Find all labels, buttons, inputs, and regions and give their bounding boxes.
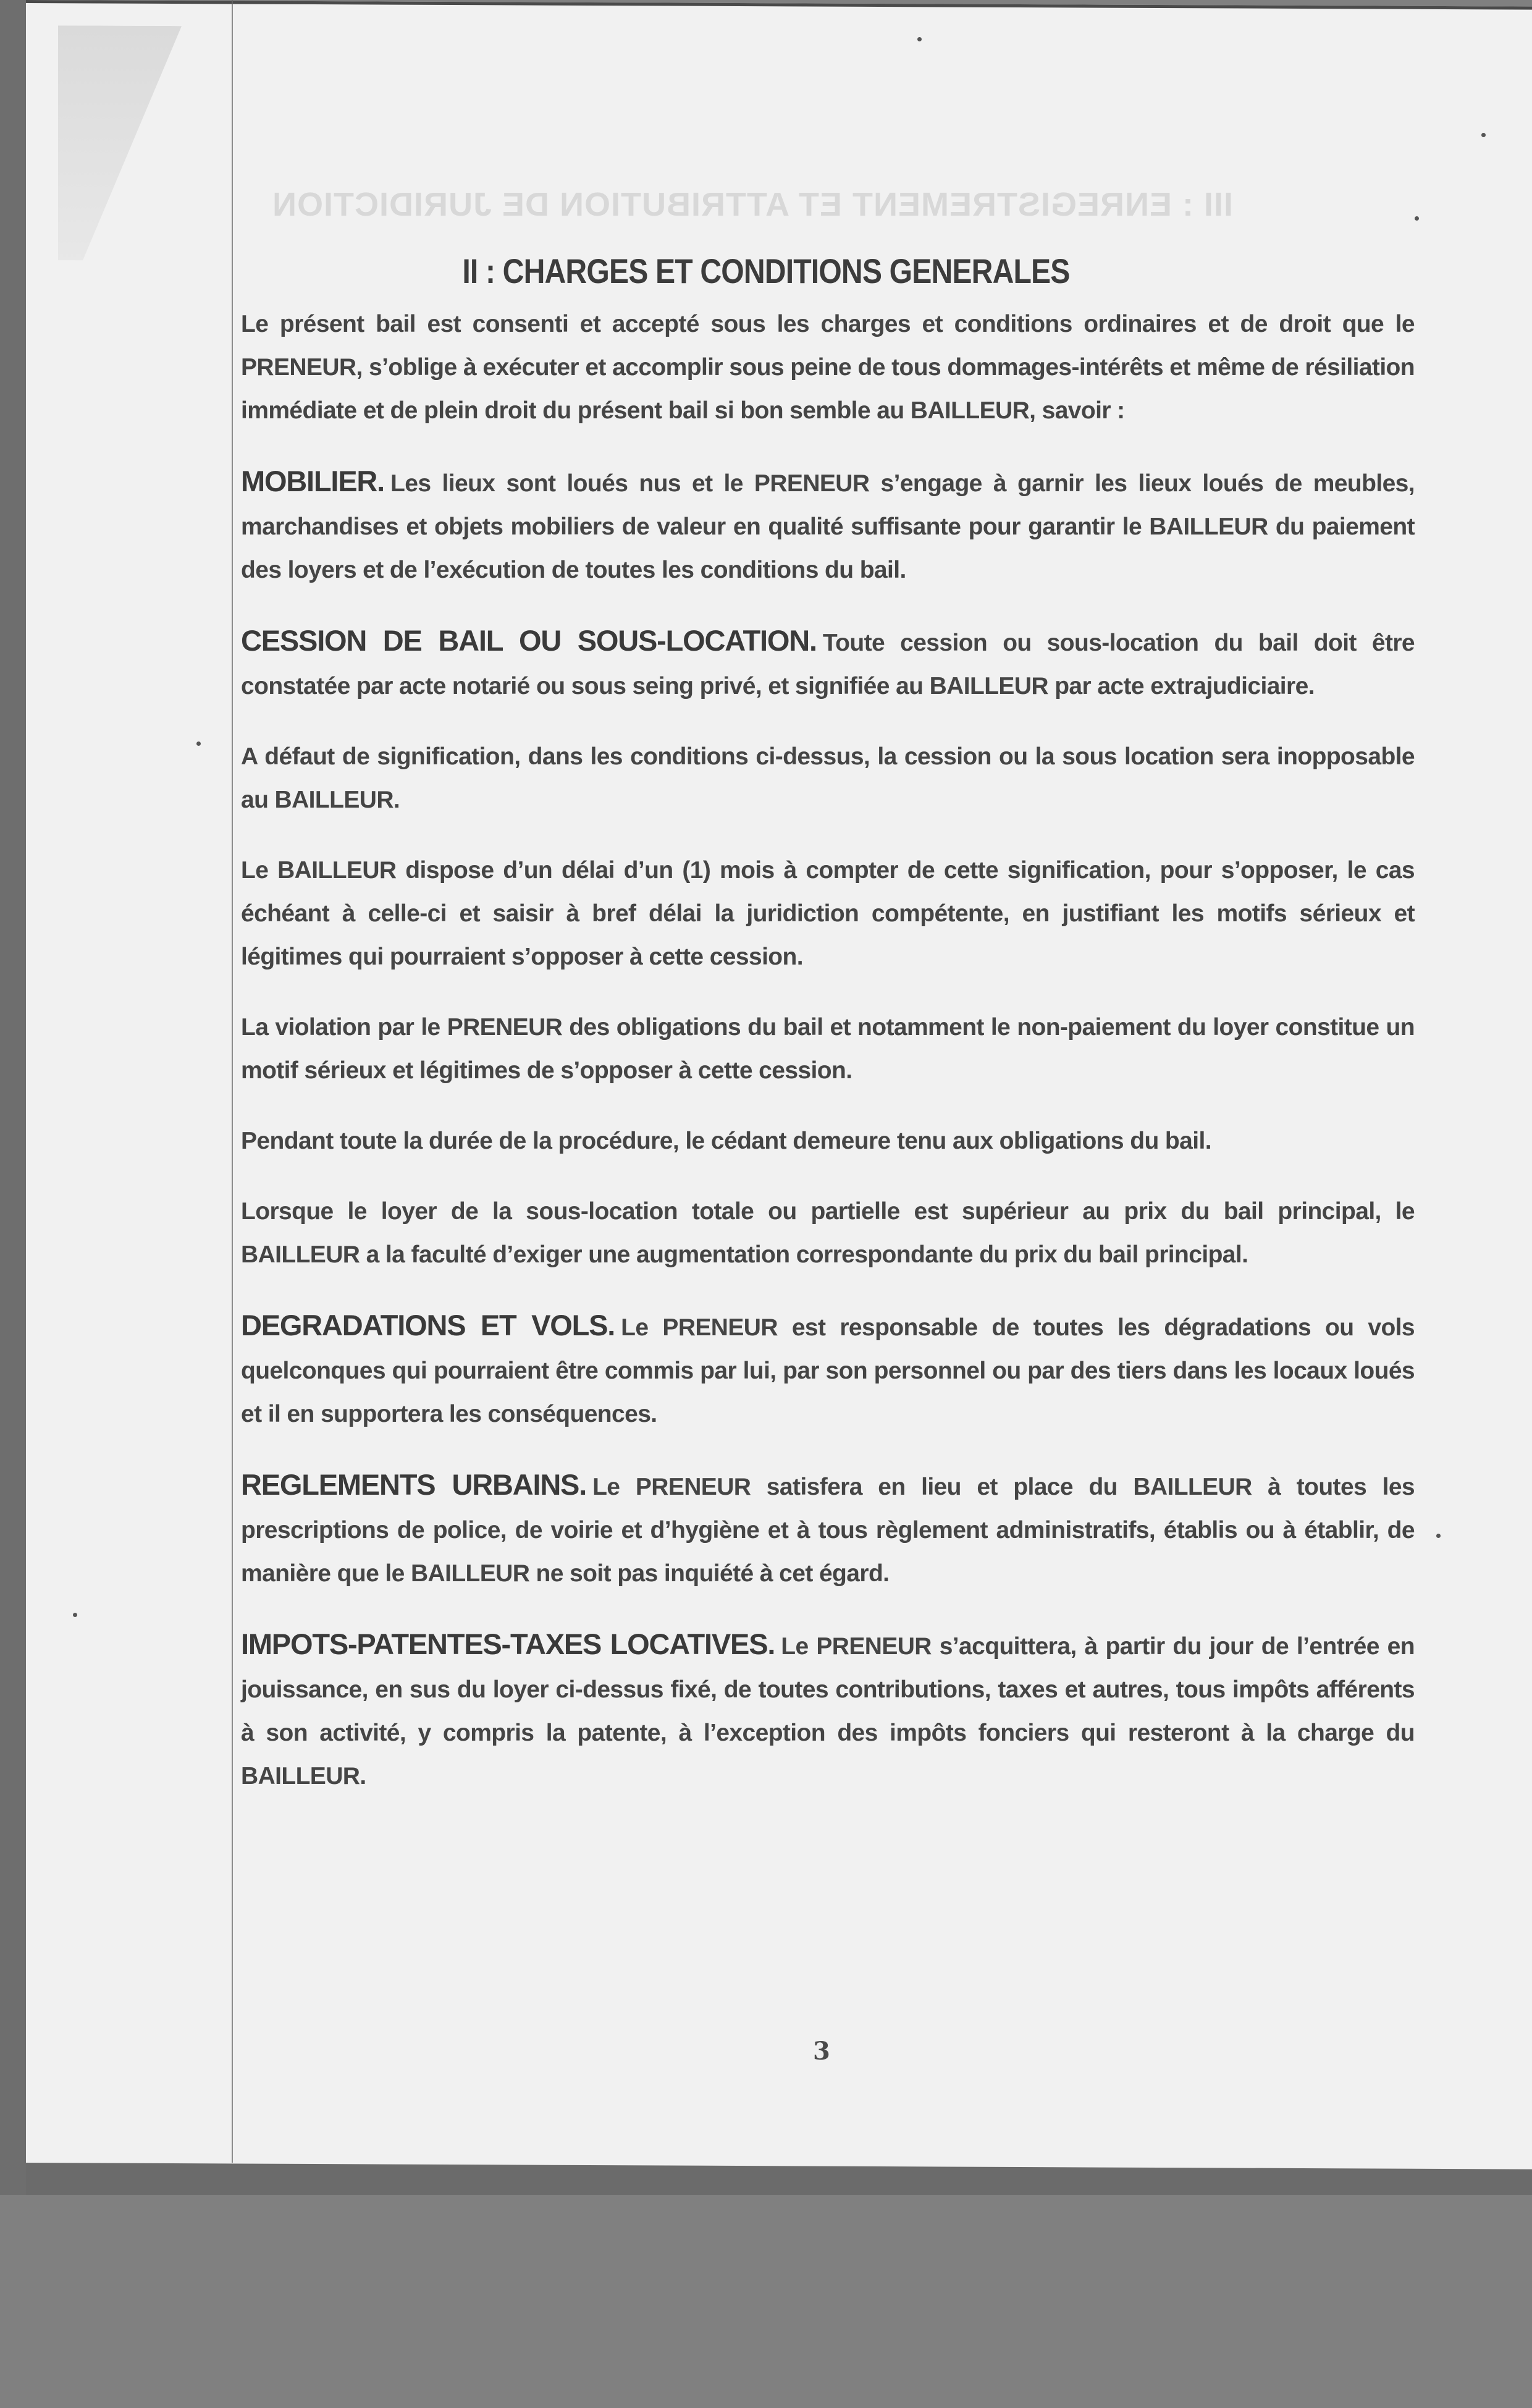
paragraph-text: Le PRENEUR s’acquittera, à partir du jour de l’entrée en jouissance, en sus du loyer ci-dessus fixé, de toutes contributions, taxes et autres, tous impôts afférents à son activité, y compris la patente, à l’exception des impôts fonciers qui resteront à la charge du BAILLEUR. [241,1633,1415,1789]
clause-heading: MOBILIER. [241,465,385,497]
corner-crease [58,25,182,261]
paragraph-text: Toute cession ou sous-location du bail doit être constatée par acte notarié ou sous seing privé, et signifiée au BAILLEUR par acte extrajudiciaire. [241,630,1415,699]
paragraph-impots [241,1623,1415,1798]
paragraph-delai-bailleur [241,849,1415,979]
bleed-through-heading: III : ENREGISTREMENT ET ATTRIBUTION DE JURIDICTION [272,186,1234,223]
paragraph-mobilier [241,460,1415,592]
paragraph-text: Les lieux sont loués nus et le PRENEUR s’engage à garnir les lieux loués de meubles, marchandises et objets mobiliers de valeur en qualité suffisante pour garantir le BAILLEUR du paiement des loyers et de l’exécution de toutes les conditions du bail. [241,470,1415,583]
paragraph-procedure [241,1120,1415,1163]
paragraph-text: Lorsque le loyer de la sous-location totale ou partielle est supérieur au prix du bail principal, le BAILLEUR a la faculté d’exiger une augmentation correspondante du prix du bail principal. [241,1198,1415,1268]
clause-heading: IMPOTS-PATENTES-TAXES LOCATIVES. [241,1628,775,1660]
scan-speck [1436,1534,1441,1538]
paragraph-cession [241,619,1415,708]
paragraph-text: Le PRENEUR satisfera en lieu et place du BAILLEUR à toutes les prescriptions de police, de voirie et d’hygiène et à tous règlement administratifs, établis ou à établir, de manière que le BAILLEUR ne soit pas inquiété à cet égard. [241,1474,1415,1587]
paragraph-text: Pendant toute la durée de la procédure, le cédant demeure tenu aux obligations du bail. [241,1128,1211,1154]
page-number: 3 [813,2037,830,2066]
fold-line [232,0,233,2163]
paragraph-text: Le PRENEUR est responsable de toutes les dégradations ou vols quelconques qui pourraient être commis par lui, par son personnel ou par des tiers dans les locaux loués et il en supportera les conséquences. [241,1314,1415,1427]
scan-speck [1415,216,1419,221]
paragraph-violation [241,1006,1415,1092]
scan-speck [1481,133,1486,137]
scan-speck [196,741,201,746]
clause-heading: CESSION DE BAIL OU SOUS-LOCATION. [241,624,817,657]
section-title: II : CHARGES ET CONDITIONS GENERALES [462,251,1070,290]
paragraph-text: A défaut de signification, dans les conditions ci-dessus, la cession ou la sous location sera inopposable au BAILLEUR. [241,743,1415,813]
clause-heading: DEGRADATIONS ET VOLS. [241,1309,615,1341]
paragraph-defaut-signification [241,735,1415,822]
paragraph-text: Le BAILLEUR dispose d’un délai d’un (1) mois à compter de cette signification, pour s’opposer, le cas échéant à celle-ci et saisir à bref délai la juridiction compétente, en justifiant les motifs sérieux et légitimes qui pourraient s’opposer à cette cession. [241,857,1415,970]
paragraph-degradations [241,1304,1415,1436]
document-body [241,303,1415,1825]
clause-heading: REGLEMENTS URBAINS. [241,1468,587,1501]
scan-left-border [0,0,26,2195]
paragraph-text: Le présent bail est consenti et accepté sous les charges et conditions ordinaires et de droit que le PRENEUR, s’oblige à exécuter et accomplir sous peine de tous dommages-intérêts et même de résiliation immédiate et de plein droit du présent bail si bon semble au BAILLEUR, savoir : [241,311,1415,424]
paragraph-sous-location-loyer [241,1190,1415,1277]
scan-speck [917,37,922,41]
scan-speck [73,1613,77,1617]
paragraph-intro [241,303,1415,433]
paragraph-text: La violation par le PRENEUR des obligations du bail et notamment le non-paiement du loyer constitue un motif sérieux et légitimes de s’opposer à cette cession. [241,1014,1415,1084]
paragraph-reglements [241,1463,1415,1595]
